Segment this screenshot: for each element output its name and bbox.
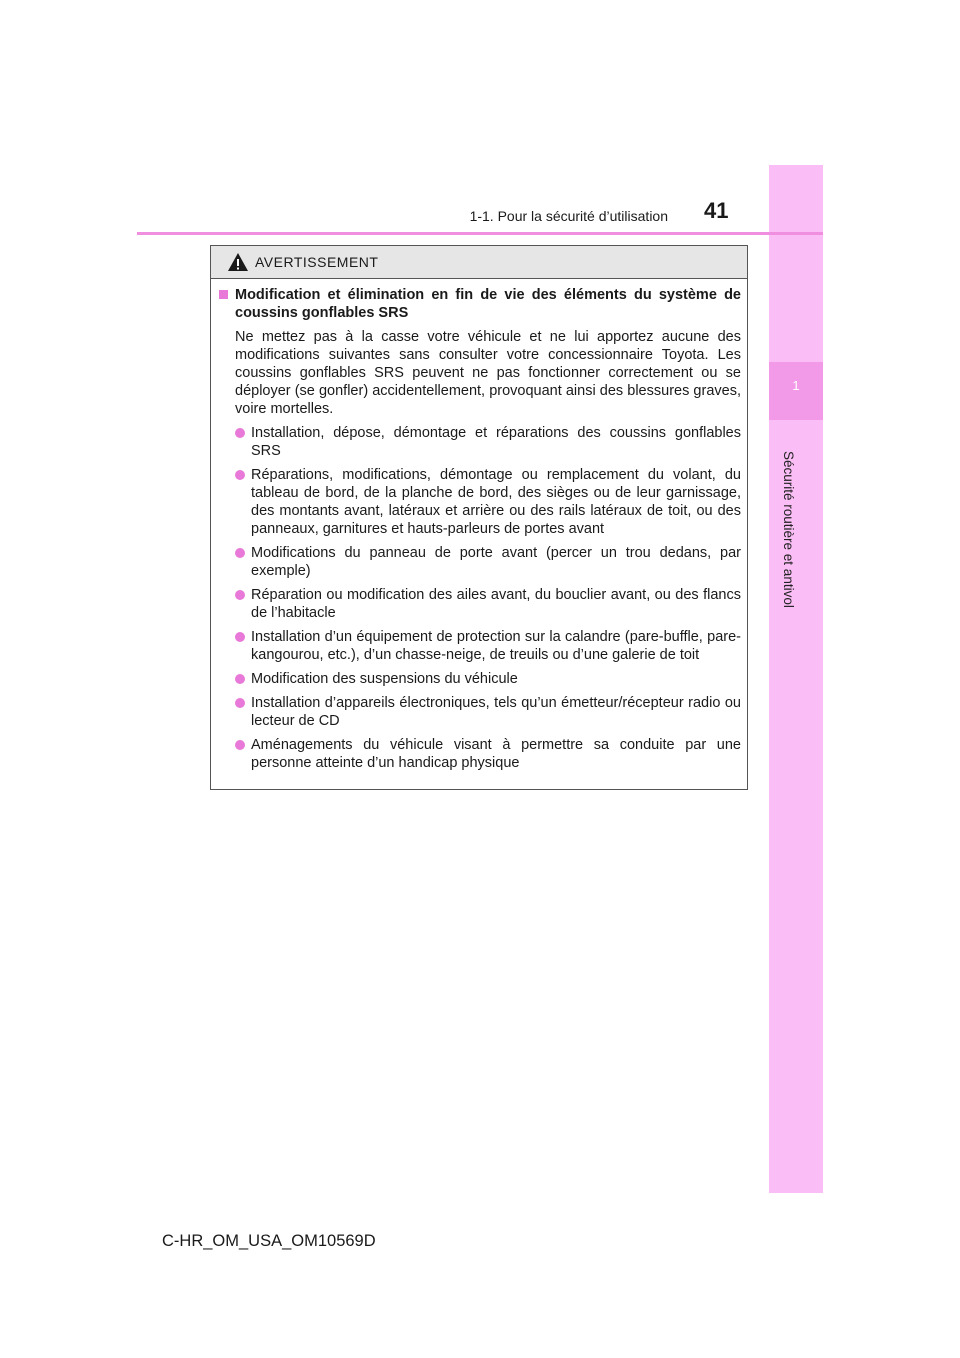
list-item: Installation d’un équipement de protection sur la calandre (pare-buffle, pare-kangourou, etc.), d’un chasse-neige, de treuils ou d’une galerie de toit: [235, 628, 741, 664]
warning-triangle-icon: [227, 252, 249, 272]
warning-header: [211, 246, 747, 279]
warning-body: [211, 279, 747, 772]
list-item: Modification des suspensions du véhicule: [235, 670, 741, 688]
warning-title: [219, 286, 741, 322]
warning-box: [210, 245, 748, 790]
bullet-icon: [235, 740, 245, 750]
document-code: C-HR_OM_USA_OM10569D: [162, 1232, 376, 1250]
bullet-icon: [235, 428, 245, 438]
warning-title-text: Modification et élimination en fin de vie des éléments du système de coussins gonflables SRS: [235, 287, 741, 321]
warning-list: [219, 424, 741, 772]
bullet-icon: [235, 590, 245, 600]
bullet-icon: [235, 674, 245, 684]
square-bullet-icon: [219, 290, 228, 299]
bullet-icon: [235, 470, 245, 480]
list-item: Modifications du panneau de porte avant (percer un trou dedans, par exemple): [235, 544, 741, 580]
list-item: Réparation ou modification des ailes avant, du bouclier avant, ou des flancs de l’habitacle: [235, 586, 741, 622]
chapter-title: Sécurité routière et antivol: [781, 451, 796, 608]
list-item: Installation d’appareils électroniques, tels qu’un émetteur/récepteur radio ou lecteur de CD: [235, 694, 741, 730]
list-item: Aménagements du véhicule visant à permettre sa conduite par une personne atteinte d’un handicap physique: [235, 736, 741, 772]
bullet-icon: [235, 698, 245, 708]
side-tab: [769, 165, 823, 1193]
chapter-number: 1: [792, 378, 800, 393]
warning-label: AVERTISSEMENT: [255, 254, 379, 270]
bullet-icon: [235, 548, 245, 558]
list-item: Réparations, modifications, démontage ou remplacement du volant, du tableau de bord, de la planche de bord, des sièges ou de leur garnissage, des montants avant, latéraux et arrière ou des rails latéraux de toit, ou des panneaux, garnitures et hauts-parleurs de portes avant: [235, 466, 741, 538]
header-divider: [137, 232, 823, 235]
list-item: Installation, dépose, démontage et réparations des coussins gonflables SRS: [235, 424, 741, 460]
section-title: 1-1. Pour la sécurité d’utilisation: [469, 208, 668, 224]
warning-paragraph: Ne mettez pas à la casse votre véhicule et ne lui apportez aucune des modifications suivantes sans consulter votre concessionnaire Toyota. Les coussins gonflables SRS peuvent ne pas fonctionner correctement ou se déployer (se gonfler) accidentellement, provoquant ainsi des blessures graves, voire mortelles.: [235, 329, 741, 417]
page-number: 41: [704, 198, 729, 223]
bullet-icon: [235, 632, 245, 642]
